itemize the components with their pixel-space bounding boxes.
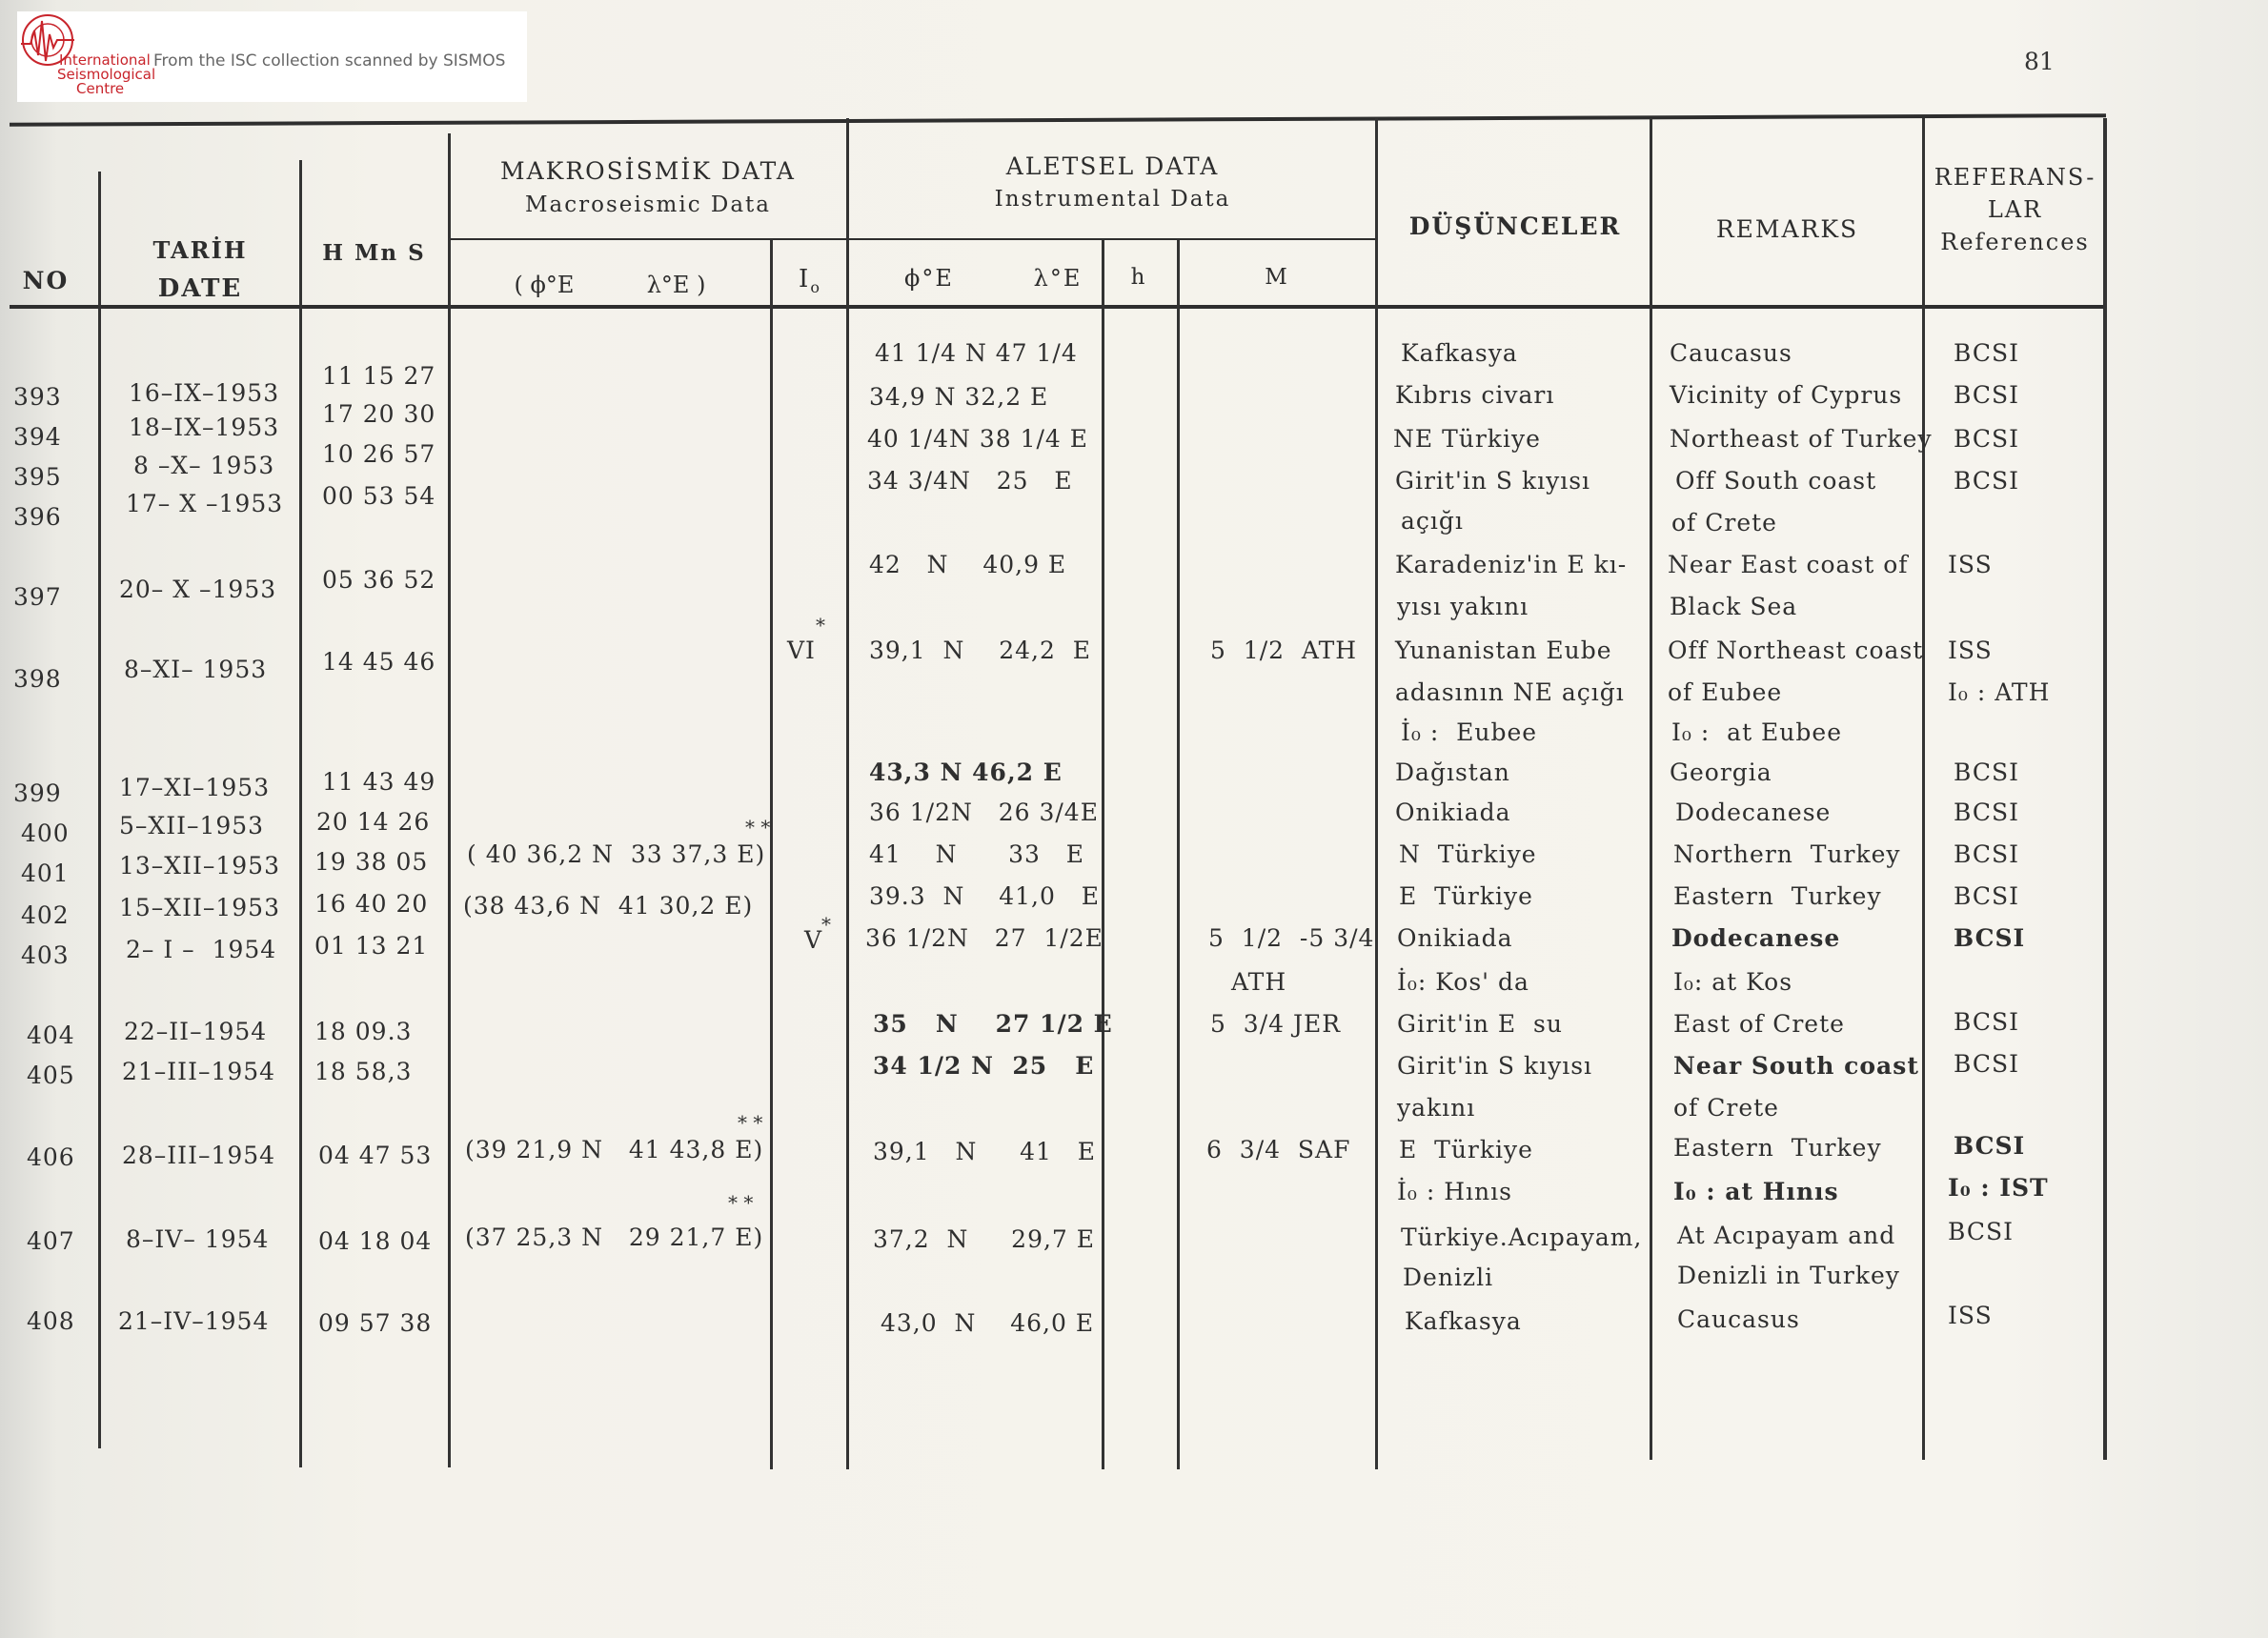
cell-time: 10 26 57 bbox=[322, 440, 436, 468]
col-line-5 bbox=[846, 118, 849, 1469]
cell-remarks: of Crete bbox=[1671, 509, 1777, 536]
cell-remarks: At Acıpayam and bbox=[1677, 1222, 1896, 1249]
cell-time: 00 53 54 bbox=[322, 482, 436, 510]
col-line-2 bbox=[299, 160, 302, 1467]
cell-reference: ISS bbox=[1948, 551, 1993, 578]
cell-remarks: Dodecanese bbox=[1671, 924, 1841, 952]
cell-reference: BCSI bbox=[1954, 1132, 2026, 1160]
cell-reference: BCSI bbox=[1954, 924, 2026, 952]
asterisk-mark: * bbox=[821, 913, 831, 936]
cell-instrumental: 34 1/2 N 25 E bbox=[873, 1052, 1095, 1080]
double-asterisk-mark: * * bbox=[745, 816, 771, 839]
cell-remarks: Northern Turkey bbox=[1673, 840, 1901, 868]
cell-time: 16 40 20 bbox=[314, 890, 429, 918]
cell-reference: BCSI bbox=[1954, 425, 2019, 453]
cell-time: 04 47 53 bbox=[318, 1142, 433, 1169]
header-aletsel: ALETSEL DATA bbox=[1005, 152, 1220, 180]
col-line-11 bbox=[2103, 118, 2107, 1460]
cell-no: 398 bbox=[13, 665, 62, 693]
cell-no: 395 bbox=[13, 463, 62, 491]
cell-dusunceler: Dağıstan bbox=[1395, 758, 1510, 786]
cell-remarks: Off South coast bbox=[1675, 467, 1877, 495]
cell-date: 13–XII–1953 bbox=[119, 852, 280, 880]
cell-reference: BCSI bbox=[1948, 1218, 2014, 1245]
cell-remarks: Northeast of Turkey bbox=[1670, 425, 1933, 453]
cell-dusunceler: Denizli bbox=[1403, 1264, 1494, 1291]
cell-reference: I₀ : IST bbox=[1948, 1174, 2049, 1202]
cell-remarks: Dodecanese bbox=[1675, 799, 1832, 826]
cell-date: 21–IV–1954 bbox=[118, 1307, 270, 1335]
cell-remarks: Vicinity of Cyprus bbox=[1670, 381, 1903, 409]
header-referanslar-1: REFERANS- bbox=[1934, 164, 2096, 191]
isc-logo-text bbox=[59, 53, 155, 96]
col-line-7 bbox=[1177, 240, 1180, 1469]
col-line-9 bbox=[1650, 118, 1652, 1460]
cell-dusunceler: Onikiada bbox=[1397, 924, 1513, 952]
cell-dusunceler: İ₀ : Eubee bbox=[1401, 718, 1538, 746]
logo-line-2: Seismological bbox=[57, 66, 156, 83]
cell-time: 04 18 04 bbox=[318, 1227, 433, 1255]
cell-no: 404 bbox=[27, 1021, 75, 1049]
cell-instrumental: 34 3/4N 25 E bbox=[867, 467, 1073, 495]
cell-time: 17 20 30 bbox=[322, 400, 436, 428]
cell-instrumental: 43,0 N 46,0 E bbox=[881, 1309, 1095, 1337]
header-time: H Mn S bbox=[322, 240, 426, 266]
double-asterisk-mark: * * bbox=[728, 1191, 754, 1214]
cell-macroseismic: (38 43,6 N 41 30,2 E) bbox=[463, 892, 754, 920]
cell-instrumental: 39,1 N 24,2 E bbox=[869, 637, 1092, 664]
cell-no: 393 bbox=[13, 383, 62, 411]
header-date: DATE bbox=[157, 274, 243, 303]
cell-remarks: Georgia bbox=[1670, 758, 1772, 786]
cell-remarks: Black Sea bbox=[1670, 593, 1798, 620]
cell-date: 5–XII–1953 bbox=[119, 812, 265, 839]
cell-time: 14 45 46 bbox=[322, 648, 436, 676]
cell-reference: BCSI bbox=[1954, 381, 2019, 409]
cell-dusunceler: Yunanistan Eube bbox=[1395, 637, 1612, 664]
cell-date: 16–IX–1953 bbox=[129, 379, 280, 407]
cell-instrumental: 39,1 N 41 E bbox=[873, 1138, 1097, 1165]
cell-remarks: I₀ : at Hınıs bbox=[1673, 1178, 1839, 1205]
cell-instrumental: 40 1/4N 38 1/4 E bbox=[867, 425, 1089, 453]
header-dusunceler: DÜŞÜNCELER bbox=[1408, 212, 1622, 240]
cell-remarks: Eastern Turkey bbox=[1673, 882, 1882, 910]
cell-dusunceler: E Türkiye bbox=[1399, 1136, 1533, 1163]
cell-dusunceler: Kıbrıs civarı bbox=[1395, 381, 1555, 409]
cell-magnitude: 5 3/4 JER bbox=[1210, 1010, 1342, 1038]
cell-time: 01 13 21 bbox=[314, 932, 429, 960]
cell-remarks: Near East coast of bbox=[1668, 551, 1909, 578]
cell-dusunceler: İ₀ : Hınıs bbox=[1397, 1178, 1512, 1205]
col-line-6 bbox=[1102, 240, 1104, 1469]
cell-dusunceler: N Türkiye bbox=[1399, 840, 1537, 868]
cell-dusunceler: Kafkasya bbox=[1405, 1307, 1522, 1335]
cell-instrumental: 34,9 N 32,2 E bbox=[869, 383, 1049, 411]
cell-date: 28–III–1954 bbox=[122, 1142, 276, 1169]
cell-reference: BCSI bbox=[1954, 339, 2019, 367]
cell-time: 18 09.3 bbox=[314, 1018, 413, 1045]
cell-dusunceler: Girit'in E su bbox=[1397, 1010, 1563, 1038]
cell-dusunceler: yısı yakını bbox=[1397, 593, 1529, 620]
cell-time: 20 14 26 bbox=[316, 808, 431, 836]
cell-date: 17– X –1953 bbox=[126, 490, 284, 517]
cell-date: 8 –X– 1953 bbox=[133, 452, 275, 479]
cell-date: 8–XI– 1953 bbox=[124, 656, 268, 683]
header-makrosismik: MAKROSİSMİK DATA bbox=[500, 157, 796, 185]
col-line-1 bbox=[98, 172, 101, 1448]
cell-dusunceler: Onikiada bbox=[1395, 799, 1511, 826]
header-phi: ϕ°E bbox=[904, 265, 954, 292]
cell-reference: BCSI bbox=[1954, 467, 2019, 495]
logo-line-3: Centre bbox=[76, 80, 125, 97]
cell-no: 394 bbox=[13, 423, 62, 451]
cell-no: 408 bbox=[27, 1307, 75, 1335]
cell-instrumental: 41 1/4 N 47 1/4 bbox=[875, 339, 1078, 367]
cell-reference: ISS bbox=[1948, 637, 1993, 664]
header-macro-coords: ( ϕ°E λ°E ) bbox=[514, 272, 706, 298]
cell-io: V bbox=[804, 926, 823, 954]
cell-remarks: East of Crete bbox=[1673, 1010, 1845, 1038]
cell-dusunceler: Kafkasya bbox=[1401, 339, 1518, 367]
cell-instrumental: 36 1/2N 26 3/4E bbox=[869, 799, 1099, 826]
cell-remarks: Near South coast bbox=[1673, 1052, 1919, 1080]
header-instrumental: Instrumental Data bbox=[994, 187, 1231, 212]
cell-date: 15–XII–1953 bbox=[119, 894, 280, 921]
header-bottom-border bbox=[10, 305, 2106, 309]
cell-no: 399 bbox=[13, 779, 62, 807]
col-line-10 bbox=[1922, 118, 1925, 1460]
cell-reference: BCSI bbox=[1954, 840, 2019, 868]
cell-instrumental: 36 1/2N 27 1/2E bbox=[865, 924, 1104, 952]
header-remarks: REMARKS bbox=[1715, 215, 1859, 243]
header-intensity: $I_o$ bbox=[799, 265, 821, 297]
collection-credit: From the ISC collection scanned by SISMOS bbox=[153, 51, 506, 71]
cell-macroseismic: ( 40 36,2 N 33 37,3 E) bbox=[467, 840, 766, 868]
double-asterisk-mark: * * bbox=[738, 1111, 763, 1134]
cell-date: 20– X –1953 bbox=[119, 576, 277, 603]
cell-dusunceler: Türkiye.Acıpayam, bbox=[1401, 1223, 1643, 1251]
cell-remarks: Caucasus bbox=[1670, 339, 1792, 367]
cell-date: 21–III–1954 bbox=[122, 1058, 276, 1085]
cell-no: 406 bbox=[27, 1143, 75, 1171]
cell-remarks: Eastern Turkey bbox=[1673, 1134, 1882, 1162]
header-io: I bbox=[799, 265, 811, 293]
cell-reference: BCSI bbox=[1954, 882, 2019, 910]
cell-dusunceler: İ₀: Kos' da bbox=[1397, 968, 1529, 996]
cell-no: 396 bbox=[13, 503, 62, 531]
header-macroseismic: Macroseismic Data bbox=[524, 192, 772, 217]
cell-instrumental: 43,3 N 46,2 E bbox=[869, 758, 1063, 786]
header-lambda: λ°E bbox=[1033, 265, 1083, 292]
cell-no: 405 bbox=[27, 1062, 75, 1089]
cell-dusunceler: NE Türkiye bbox=[1393, 425, 1541, 453]
header-m: M bbox=[1265, 265, 1289, 290]
isc-banner bbox=[17, 11, 527, 102]
logo-line-1: International bbox=[59, 51, 151, 69]
cell-no: 407 bbox=[27, 1227, 75, 1255]
cell-reference: BCSI bbox=[1954, 1050, 2019, 1078]
cell-remarks: of Eubee bbox=[1668, 678, 1783, 706]
cell-magnitude: 6 3/4 SAF bbox=[1206, 1136, 1351, 1163]
cell-magnitude: ATH bbox=[1231, 968, 1287, 996]
cell-time: 05 36 52 bbox=[322, 566, 436, 594]
cell-reference: I₀ : ATH bbox=[1948, 678, 2051, 706]
cell-magnitude: 5 1/2 -5 3/4 bbox=[1208, 924, 1375, 952]
cell-dusunceler: adasının NE açığı bbox=[1395, 678, 1625, 706]
cell-date: 18–IX–1953 bbox=[129, 414, 280, 441]
cell-no: 403 bbox=[21, 941, 70, 969]
cell-dusunceler: Karadeniz'in E kı- bbox=[1395, 551, 1628, 578]
cell-remarks: I₀: at Kos bbox=[1673, 968, 1793, 996]
cell-date: 2– I – 1954 bbox=[126, 936, 277, 963]
header-no: NO bbox=[22, 267, 70, 294]
header-h: h bbox=[1130, 265, 1147, 290]
col-line-4 bbox=[770, 240, 773, 1469]
cell-macroseismic: (39 21,9 N 41 43,8 E) bbox=[465, 1136, 764, 1163]
cell-no: 397 bbox=[13, 583, 62, 611]
cell-time: 09 57 38 bbox=[318, 1309, 433, 1337]
cell-date: 17–XI–1953 bbox=[119, 774, 271, 801]
cell-dusunceler: E Türkiye bbox=[1399, 882, 1533, 910]
cell-dusunceler: Girit'in S kıyısı bbox=[1395, 467, 1591, 495]
cell-reference: BCSI bbox=[1954, 1008, 2019, 1036]
cell-instrumental: 39.3 N 41,0 E bbox=[869, 882, 1100, 910]
cell-reference: BCSI bbox=[1954, 758, 2019, 786]
cell-remarks: of Crete bbox=[1673, 1094, 1779, 1122]
header-referanslar-2: LAR bbox=[1987, 196, 2043, 223]
cell-no: 402 bbox=[21, 901, 70, 929]
header-references: References bbox=[1940, 229, 2090, 255]
cell-no: 401 bbox=[21, 859, 70, 887]
cell-dusunceler: Girit'in S kıyısı bbox=[1397, 1052, 1593, 1080]
header-tarih: TARİH bbox=[152, 236, 248, 264]
cell-date: 8–IV– 1954 bbox=[126, 1225, 270, 1253]
asterisk-mark: * bbox=[816, 614, 825, 637]
cell-instrumental: 42 N 40,9 E bbox=[869, 551, 1067, 578]
cell-instrumental: 41 N 33 E bbox=[869, 840, 1085, 868]
cell-remarks: I₀ : at Eubee bbox=[1671, 718, 1843, 746]
cell-time: 11 15 27 bbox=[322, 362, 436, 390]
cell-dusunceler: yakını bbox=[1397, 1094, 1476, 1122]
cell-macroseismic: (37 25,3 N 29 21,7 E) bbox=[465, 1223, 764, 1251]
header-subdivider bbox=[448, 238, 1377, 240]
page-number: 81 bbox=[2024, 48, 2055, 75]
cell-instrumental: 35 N 27 1/2 E bbox=[873, 1010, 1113, 1038]
cell-date: 22–II–1954 bbox=[124, 1018, 268, 1045]
cell-no: 400 bbox=[21, 819, 70, 847]
cell-io: VI bbox=[787, 637, 816, 664]
col-line-8 bbox=[1375, 118, 1378, 1469]
cell-remarks: Off Northeast coast bbox=[1668, 637, 1924, 664]
cell-magnitude: 5 1/2 ATH bbox=[1210, 637, 1358, 664]
cell-time: 11 43 49 bbox=[322, 768, 436, 796]
cell-reference: ISS bbox=[1948, 1302, 1993, 1329]
cell-remarks: Denizli in Turkey bbox=[1677, 1262, 1900, 1289]
cell-reference: BCSI bbox=[1954, 799, 2019, 826]
cell-remarks: Caucasus bbox=[1677, 1305, 1800, 1333]
col-line-3 bbox=[448, 133, 451, 1467]
cell-time: 18 58,3 bbox=[314, 1058, 413, 1085]
cell-dusunceler: açığı bbox=[1401, 507, 1464, 535]
cell-instrumental: 37,2 N 29,7 E bbox=[873, 1225, 1096, 1253]
cell-time: 19 38 05 bbox=[314, 848, 429, 876]
